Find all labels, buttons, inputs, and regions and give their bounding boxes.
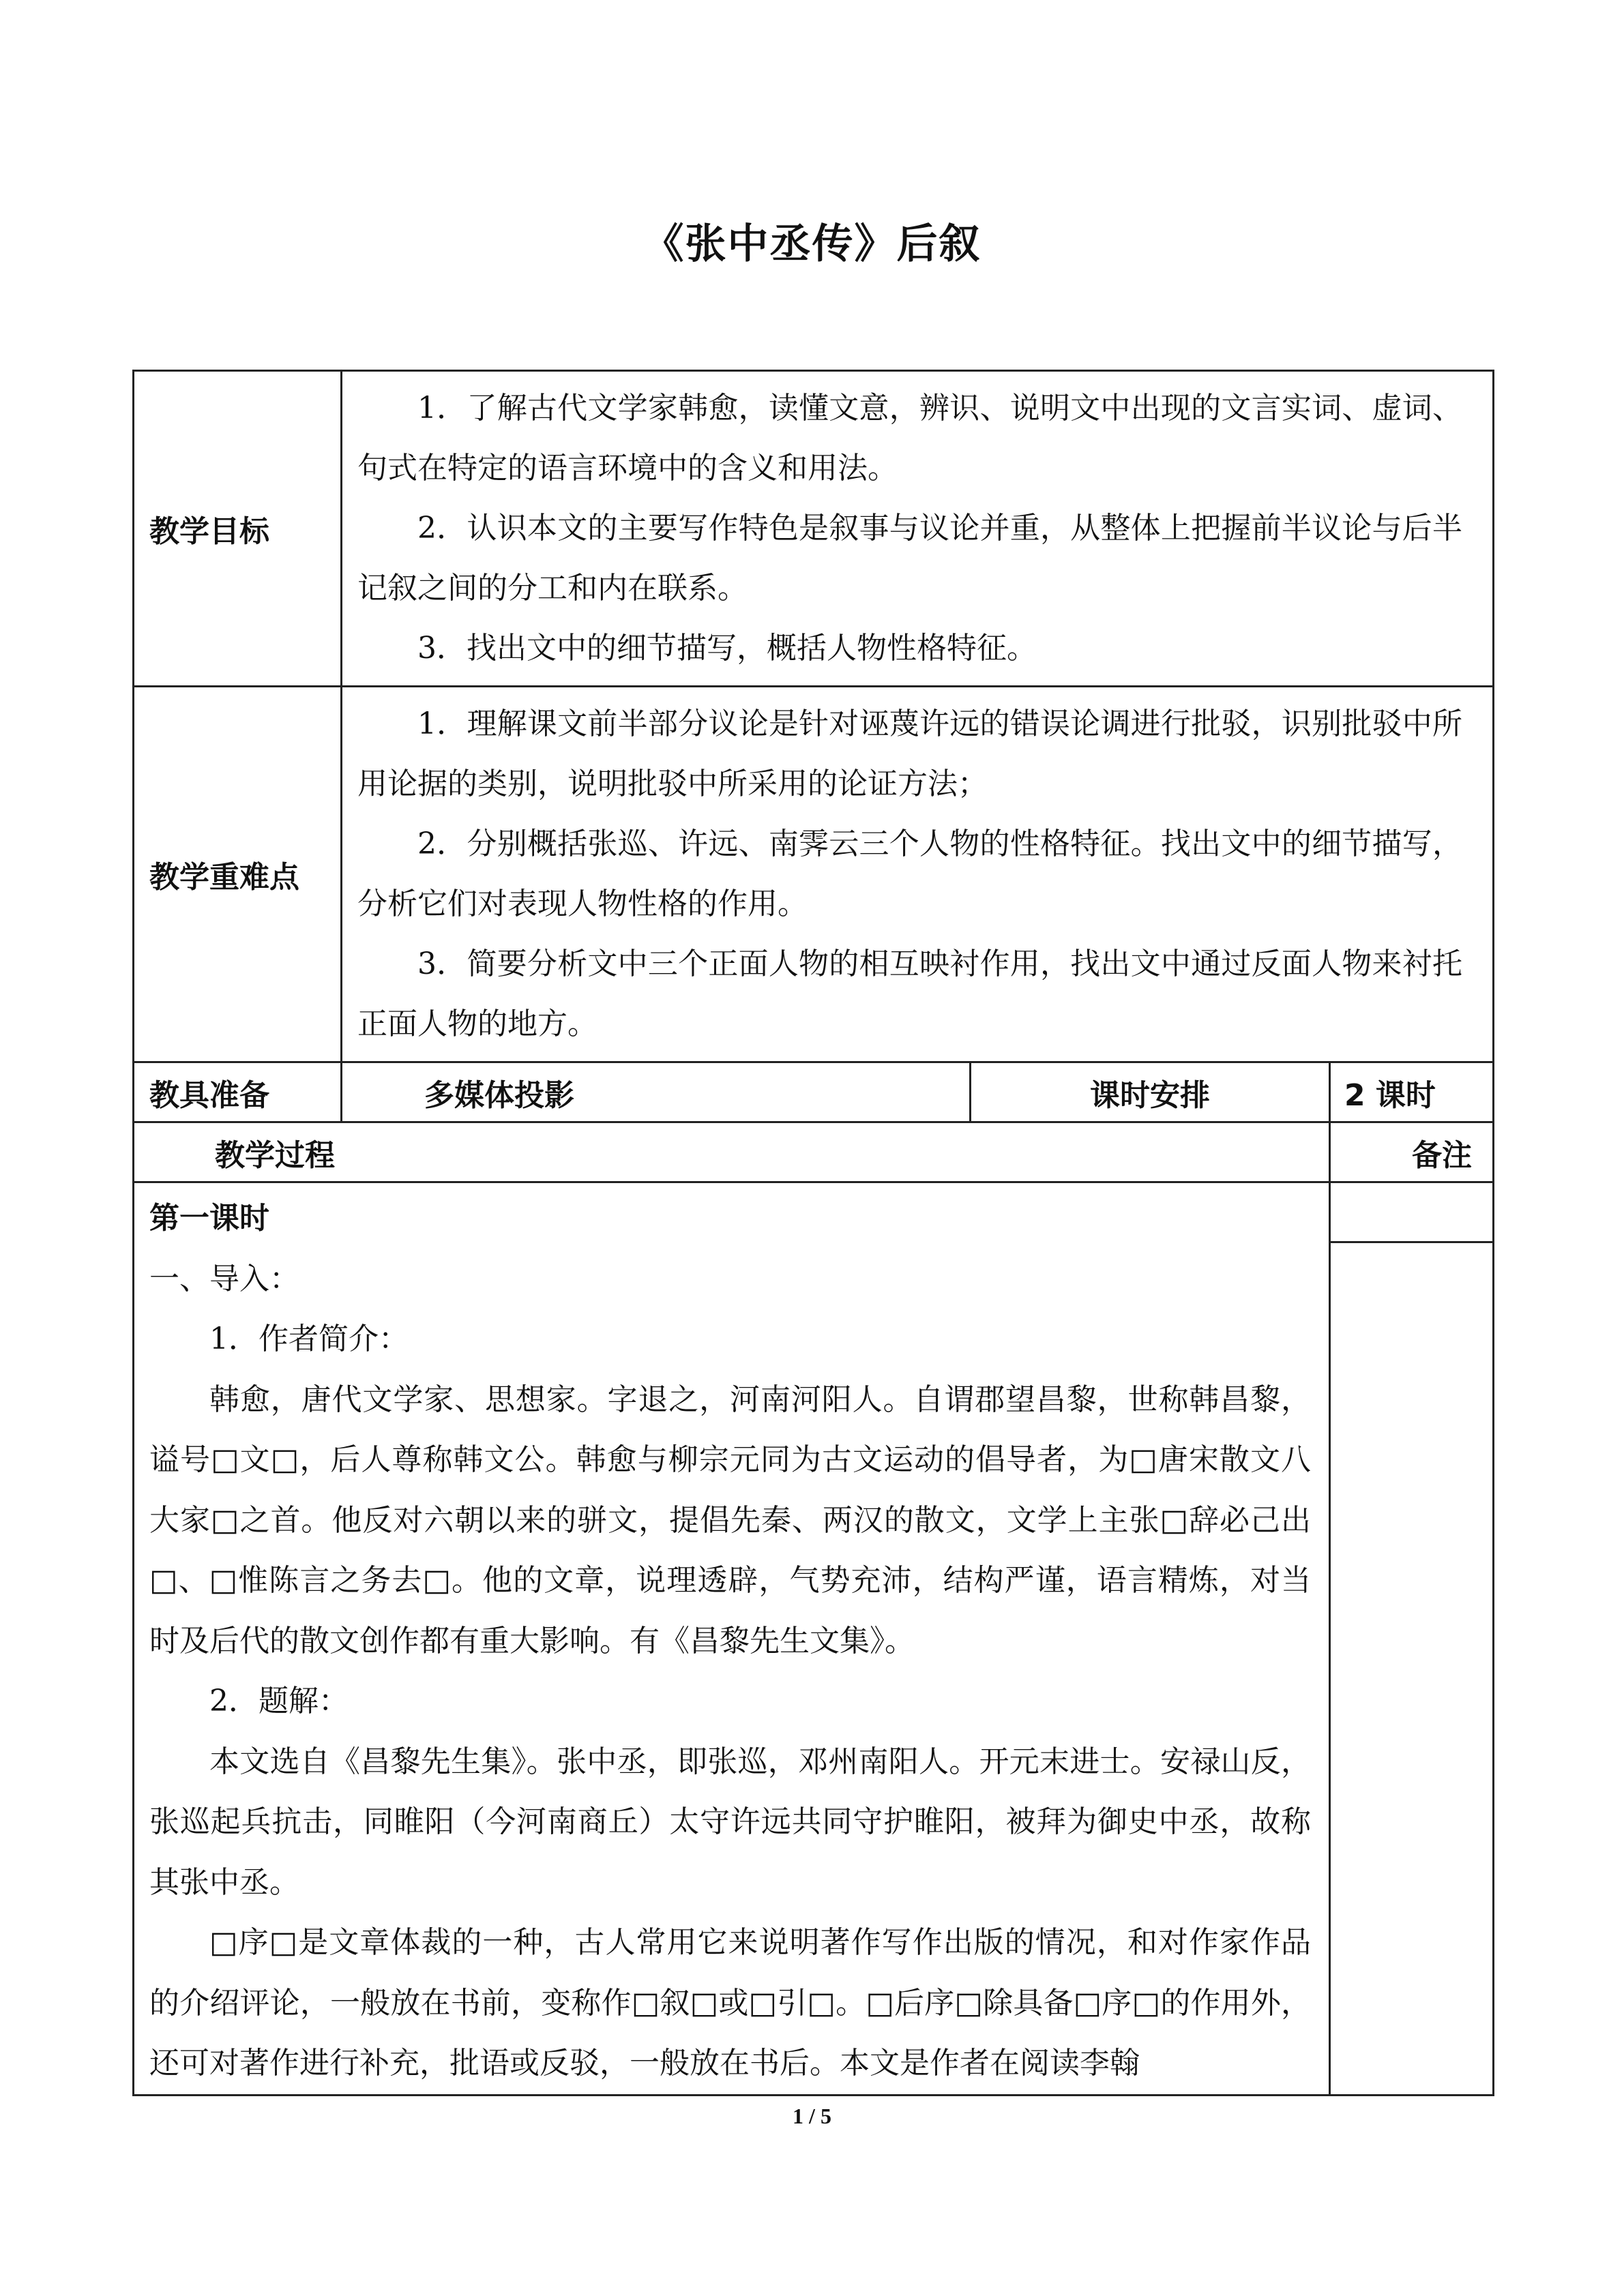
key-points-row <box>134 687 1494 1062</box>
lesson-heading: 第一课时 <box>149 1201 269 1236</box>
goal-item: 1．了解古代文学家韩愈，读懂文意，辨识、说明文中出现的文言实词、虚词、句式在特定的语言环境中的含义和用法。 <box>357 391 1463 486</box>
key-point-item: 1．理解课文前半部分议论是针对诬蔑许远的错误论调进行批驳，识别批驳中所用论据的类别，说明批驳中所采用的论证方法； <box>357 706 1463 801</box>
goal-item: 2．认识本文的主要写作特色是叙事与议论并重，从整体上把握前半议论与后半记叙之间的分工和内在联系。 <box>357 511 1463 606</box>
lesson-plan-table <box>132 370 1494 2096</box>
goals-label: 教学目标 <box>134 371 342 687</box>
schedule-label: 课时安排 <box>971 1062 1330 1122</box>
key-point-item: 2．分别概括张巡、许远、南霁云三个人物的性格特征。找出文中的细节描写，分析它们对表现人物性格的作用。 <box>357 826 1463 921</box>
schedule-value: 2 课时 <box>1330 1062 1494 1122</box>
goal-item: 3．找出文中的细节描写，概括人物性格特征。 <box>417 631 1037 666</box>
key-points-content <box>342 687 1494 1062</box>
notes-header: 备注 <box>1330 1122 1494 1182</box>
process-header-row <box>134 1122 1494 1182</box>
page-number: 1 / 5 <box>793 2104 831 2128</box>
equipment-row <box>134 1062 1494 1122</box>
notes-top-cell <box>1331 1183 1492 1243</box>
process-content <box>134 1182 1330 2096</box>
intro-heading: 一、导入： <box>149 1261 299 1296</box>
equipment-value: 多媒体投影 <box>342 1062 971 1122</box>
title-text-paragraph: 本文选自《昌黎先生集》。张中丞，即张巡，邓州南阳人。开元末进士。安禄山反，张巡起兵抗击，同睢阳（今河南商丘）太守许远共同守护睢阳，被拜为御史中丞，故称其张中丞。 <box>149 1744 1311 1900</box>
title-heading: 2．题解： <box>209 1684 349 1718</box>
notes-column <box>1330 1182 1494 2096</box>
document-title: 《张中丞传》后叙 <box>643 220 981 268</box>
process-row <box>134 1182 1494 2096</box>
key-points-label: 教学重难点 <box>134 687 342 1062</box>
title-text-paragraph: □序□是文章体裁的一种，古人常用它来说明著作写作出版的情况，和对作家作品的介绍评论，一般放在书前，变称作□叙□或□引□。□后序□除具备□序□的作用外，还可对著作进行补充，批语或反驳，一般放在书后。本文是作者在阅读李翰 <box>149 1925 1311 2081</box>
author-heading: 1．作者简介： <box>209 1322 409 1356</box>
process-header: 教学过程 <box>134 1122 1330 1182</box>
author-text: 韩愈，唐代文学家、思想家。字退之，河南河阳人。自谓郡望昌黎，世称韩昌黎，谥号□文□，后人尊称韩文公。韩愈与柳宗元同为古文运动的倡导者，为□唐宋散文八大家□之首。他反对六朝以来的骈文，提倡先秦、两汉的散文，文学上主张□辞必己出□、□惟陈言之务去□。他的文章，说理透辟，气势充沛，结构严谨，语言精炼，对当时及后代的散文创作都有重大影响。有《昌黎先生文集》。 <box>149 1382 1311 1658</box>
key-point-item: 3．简要分析文中三个正面人物的相互映衬作用，找出文中通过反面人物来衬托正面人物的地方。 <box>357 946 1463 1041</box>
goals-content <box>342 371 1494 687</box>
equipment-label: 教具准备 <box>134 1062 342 1122</box>
goals-row <box>134 371 1494 687</box>
